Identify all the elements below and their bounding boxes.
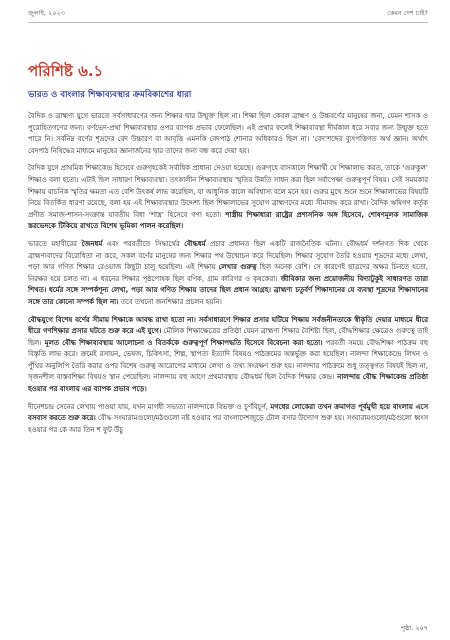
paragraph-text: পরবর্তী সময়ে বৌদ্ধশিক্ষা পাঠক্রম বহু বিস্তৃতি লাভ করে। ক্রমেই রসায়ন, ভেষজ, চিকিৎসা, শিল্প, স্থাপত্য ইত্যাদি বিষয়ও পাঠক্রমের অন্তর্ভুক্ত করা হয়েছিল। নালন্দা শিক্ষাকেন্দ্রে লিখন ও পুঁথির অনুলিপি তৈরি করার ওপর বিশেষ গুরুত্ব আরোপের মাধ্যমে লেখা ও তথ্য সংরক্ষণ শুরু হয়। নালন্দার পাঠক্রমে শুধু তত্ত্বগত বিষয়ই ছিল না, সৃজনশীল বাস্তবশিক্ষা বিষয়ও স্থান পেয়েছিল। নালন্দায় বহু আগে প্রথমাবস্থায় বৌদ্ধধর্ম ছিল বৈদিক শিক্ষার কেন্দ্র। <box>28 338 428 382</box>
emphasized-text: জৈনধর্ম <box>81 239 103 248</box>
paragraph <box>28 239 428 309</box>
emphasized-text: বৌদ্ধধর্ম <box>184 239 206 248</box>
paragraph-text: ছিল অনেক বেশি। সে কারণেই ছাত্রদের অক্ষর চিনতে হতো, নিরক্ষর হয়ে চলত না। এ ধরনের শিক্ষার পৃষ্ঠপোষক ছিল বণিক, গ্রাম কারিগর ও কৃষকেরা। <box>28 263 428 283</box>
paragraph-text: ভারতে মহাবীরের <box>28 239 82 248</box>
body-text <box>28 111 428 442</box>
emphasized-text: মূলত বৌদ্ধ শিক্ষাব্যবস্থায় আলোচনা ও বিতর্ককে গুরুত্বপূর্ণ শিক্ষাপদ্ধতি হিসেবে বিবেচনা করা হতো। <box>44 338 323 347</box>
page-number: পৃষ্ঠা. ২০৭ <box>400 624 428 632</box>
emphasized-text: মগধের লোকেরা তখন ক্রমাগত পূর্বমুখী হয়ে বাংলায় এসে বসবাস করতে শুরু করে। <box>28 402 429 423</box>
emphasized-text: শাস্ত্রীয় শিক্ষাধারা রাষ্ট্রের প্রশাসনিক অঙ্গ হিসেবে, শোষণমূলক সামাজিক স্তরভেদকে টিকিয়ে রাখতে বিশেষ ভূমিকা পালন করেছিল। <box>28 210 428 231</box>
appendix-title: পরিশিষ্ট ৬.১ <box>28 62 104 80</box>
emphasized-text: জীবিকার জন্য প্রয়োজনীয় বিদ্যাটুকুই সাধারণত তারা শিখত। ধর্মের সঙ্গে সম্পর্কশূন্য লেখা, পড়া আর গণিত শিক্ষায় তাদের ছিল প্রধান আগ্রহ। ব্রাহ্মণ্য চতুর্বর্ণ শিক্ষাদানের যে ব্যবস্থা শূদ্রদের শিক্ষাদানের সঙ্গে তার কোনো সম্পর্ক ছিল না। <box>28 274 428 306</box>
header-book-title: কেমন দেশ চাই? <box>387 9 428 17</box>
header-date: জুলাই, ২০২৩ <box>28 9 65 17</box>
paragraph <box>28 163 428 233</box>
paragraph <box>28 402 428 437</box>
paragraph-text: বৈদিক যুগে প্রাথমিক শিক্ষাকেন্দ্র হিসেবে গুরুগৃহকেই সর্বাধিক প্রাধান্য দেওয়া হয়েছে। গুরুগৃহে বাসকালে শিক্ষার্থী যে শিক্ষালাভ করত, তাকে ‘গুরুকুল’ শিক্ষাও বলা হতো। এটাই ছিল সাধারণ শিক্ষাব্যবস্থা। তৎকালীন শিক্ষাব্যবস্থায় স্মৃতির উন্নতি সাধন করা ছিল সর্বাপেক্ষা গুরুত্বপূর্ণ বিষয়। সেই সময়কার শিক্ষায় বাচনিক স্মৃতির ক্ষমতা এত বেশি উৎকর্ষ লাভ করেছিল, যা আধুনিক কালে অবিশ্বাস্য বলে মনে হয়। গুরুর মুখে শুনে শুনে শিক্ষালাভের বিষয়টি নিয়ে বিতর্কিত ধারণা রয়েছে, বলা হয় এই শিক্ষাব্যবস্থার উদ্দেশ্য ছিল শিক্ষালাভের সুযোগ ব্রাহ্মণদের মধ্যে সীমাবদ্ধ করে রাখা। বৈদিক ঋষিগণ কর্তৃক প্রণীত সমাজ-শাসন-সংক্রান্ত যাবতীয় বিধা ‘শাস্ত্র’ হিসেবে গণ্য হতো। <box>28 164 428 219</box>
emphasized-text: বৌদ্ধযুগে বিশেষ বর্ণের সীমায় শিক্ষাকে আবদ্ধ রাখা হতো না। সর্বসাধারণে শিক্ষার প্রসার ঘটিয়ে শিক্ষায় সর্বজনীনতাকে স্বীকৃতি দেয়ার মাধ্যমে ধীরে ধীরে গণশিক্ষার প্রসার ঘটতে শুরু করে এই যুগে। <box>28 315 428 336</box>
paragraph-text: দীনেশচন্দ্র সেনের লেখায় পাওয়া যায়, যখন মাগধী সভ্যতা নালন্দাকে বিভক্ত ও চূর্ণবিচূর্ণ, <box>28 402 271 411</box>
emphasized-text: নালন্দায় বৌদ্ধ শিক্ষাকেন্দ্র প্রতিষ্ঠা হওয়ার পর বাংলায় এর ব্যাপক প্রভাব পড়ে। <box>28 373 429 394</box>
paragraph-text: প্রচার প্রধানত ছিল একটি রাজনৈতিক ঘটনা। বৌদ্ধধর্ম দর্শনগত দিক থেকে ব্রাহ্মণ্যবাদের বিরোধিতা না করে, সকল বর্ণের মানুষের জন্য শিক্ষার পথ উন্মোচন করে দিয়েছিল। শিক্ষার সুযোগ তৈরি হওয়ায় শূদ্রদের মধ্যে লেখা, পড়া আর গণিত শিক্ষার রেওয়াজ কিছুটা চালু হয়েছিল। এই শিক্ষায় <box>28 239 428 272</box>
paragraph-text: তবে তখনো জনশিক্ষার প্রচলন হয়নি। <box>118 297 222 306</box>
paragraph-text: মৌলিক শিক্ষাক্ষেত্রের প্রতিষ্ঠা যেমন ব্রাহ্মণ্য শিক্ষার বৈশিষ্ট্য ছিল, বৌদ্ধশিক্ষার ক্ষেত্রেও গুরুত্বে তাই ছিল। <box>28 327 428 347</box>
paragraph-text: বৈদিক ও ব্রাহ্মণ্য যুগে ভারতে সর্বসাধারণের জন্য শিক্ষার দ্বার উন্মুক্ত ছিল না। শিক্ষা ছিল কেবল ব্রাহ্মণ ও উচ্চবর্ণের মানুষের জন্য, যেমন শাসক ও পুরোহিতগণের জন্য। বর্ণভেদ-প্রথা শিক্ষাব্যবস্থার ওপর ব্যাপক প্রভাব ফেলেছিল। এই প্রথার ফলেই শিক্ষাব্যবস্থা দীর্ঘকাল ধরে সবার জন্য উন্মুক্ত হতে পারে নি। সর্বনিম্ন বর্ণের শূদ্রদের বেদ উচ্চারণ বা আবৃত্তি এমনকি বেদপাঠ শোনার অধিকারও ছিল না। ‘বেদ’শব্দের ব্যুৎপত্তিগত অর্থ জ্ঞান। অর্থাৎ বেদপাঠ নিষিদ্ধের মাধ্যমে মানুষের জ্ঞানার্জনের দ্বার তাদের জন্য বন্ধ করে দেয়া হয়। <box>28 112 428 155</box>
paragraph <box>28 111 428 157</box>
appendix-subtitle: ভারত ও বাংলার শিক্ষাব্যবস্থার ক্রমবিকাশের ধারা <box>28 90 192 100</box>
paragraph <box>28 315 428 396</box>
header-divider <box>28 22 428 23</box>
emphasized-text: লেখার গুরুত্ব <box>218 263 257 272</box>
running-header <box>28 8 428 22</box>
paragraph-text: এবং পরবর্তীতে সিদ্ধার্থের <box>102 239 185 248</box>
paragraph-text: বৌদ্ধ সংঘারামগুলো/মঠগুলো নষ্ট হওয়ার পর বাংলাদেশজুড়ে টোল বসার উদ্যোগ শুরু হয়। সংঘারামগুলো/মঠগুলো ধ্বংস হওয়ার পর কে আর তিন শ ফুট উঁচু <box>28 414 428 434</box>
